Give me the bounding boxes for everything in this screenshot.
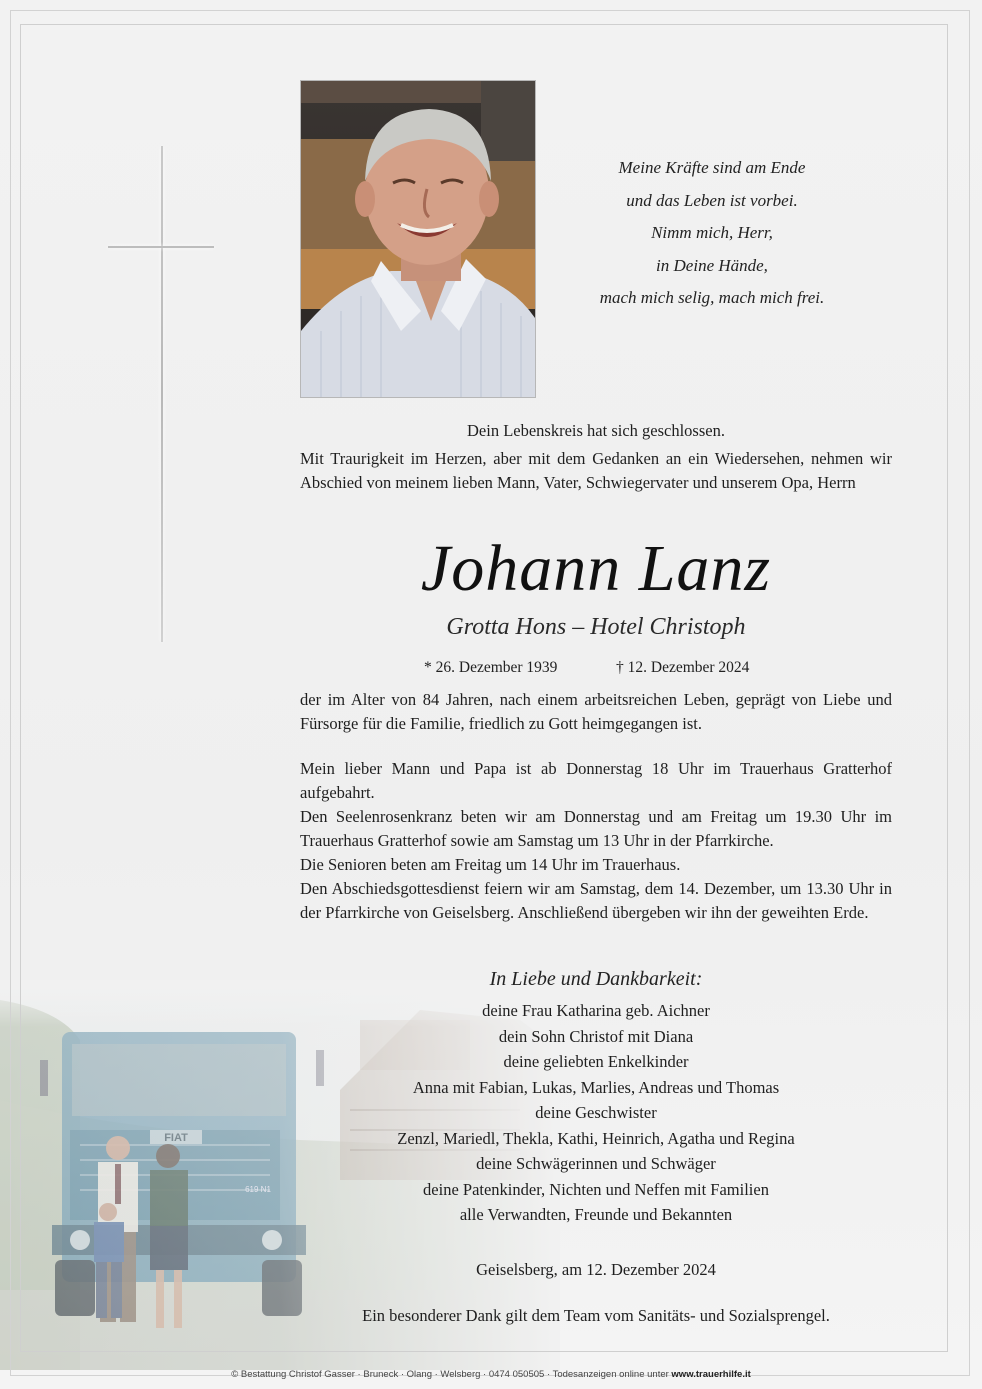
age-paragraph: der im Alter von 84 Jahren, nach einem arbeitsreichen Leben, geprägt von Liebe und Fürsorge für die Familie, friedlich zu Gott heimgegangen ist. — [300, 690, 892, 733]
mourners-heading: In Liebe und Dankbarkeit: — [489, 968, 703, 990]
portrait-image — [301, 81, 536, 398]
poem-line: Nimm mich, Herr, — [651, 223, 773, 242]
poem-line: in Deine Hände, — [656, 255, 768, 275]
poem — [560, 152, 864, 315]
rosary-paragraph: Den Seelenrosenkranz beten wir am Donnerstag und am Freitag um 19.30 Uhr im Trauerhaus Gratterhof sowie am Samstag um 13 Uhr in der Pfarrkirche. — [300, 807, 892, 850]
mourners-list — [300, 998, 892, 1228]
mourner-line: Anna mit Fabian, Lukas, Marlies, Andreas und Thomas — [412, 1077, 780, 1097]
seniors-paragraph: Die Senioren beten am Freitag um 14 Uhr im Trauerhaus. — [300, 855, 681, 874]
intro-paragraph: Mit Traurigkeit im Herzen, aber mit dem Gedanken an ein Wiedersehen, nehmen wir Abschied von meinem lieben Mann, Vater, Schwiegervater und unserem Opa, Herrn — [300, 449, 892, 492]
mourner-line: dein Sohn Christof mit Diana — [498, 1026, 694, 1046]
portrait-photo — [300, 80, 536, 398]
intro-line: Dein Lebenskreis hat sich geschlossen. — [467, 421, 725, 440]
place-date: Geiselsberg, am 12. Dezember 2024 — [476, 1260, 716, 1279]
death-date: † 12. Dezember 2024 — [616, 659, 750, 676]
mourner-line: deine Patenkinder, Nichten und Neffen mit Familien — [423, 1179, 769, 1199]
birth-date: * 26. Dezember 1939 — [424, 659, 558, 676]
poem-line: mach mich selig, mach mich frei. — [599, 288, 825, 307]
mourner-line: deine Schwägerinnen und Schwäger — [476, 1154, 716, 1173]
footer-website-link[interactable]: www.trauerhilfe.it — [671, 1369, 751, 1380]
mourner-line: Zenzl, Mariedl, Thekla, Kathi, Heinrich, Agatha und Regina — [397, 1128, 795, 1148]
mourner-line: deine geliebten Enkelkinder — [503, 1052, 689, 1071]
mourner-line: alle Verwandten, Freunde und Bekannten — [459, 1205, 733, 1224]
footer-text: © Bestattung Christof Gasser · Bruneck · Olang · Welsberg · 0474 050505 · Todesanzeigen online unter — [231, 1369, 672, 1380]
special-thanks: Ein besonderer Dank gilt dem Team vom Sanitäts- und Sozialsprengel. — [362, 1306, 830, 1325]
funeral-paragraph: Den Abschiedsgottesdienst feiern wir am Samstag, dem 14. Dezember, um 13.30 Uhr in der Pfarrkirche von Geiselsberg. Anschließend übergeben wir ihn der geweihten Erde. — [300, 879, 892, 922]
deceased-name: Johann Lanz — [420, 532, 772, 605]
deceased-subtitle: Grotta Hons – Hotel Christoph — [446, 614, 746, 640]
wake-paragraph: Mein lieber Mann und Papa ist ab Donnerstag 18 Uhr im Trauerhaus Gratterhof aufgebahrt. — [300, 759, 892, 802]
cross-icon-horizontal — [108, 246, 214, 248]
poem-line: und das Leben ist vorbei. — [626, 190, 798, 210]
poem-line: Meine Kräfte sind am Ende — [618, 158, 806, 177]
cross-icon-vertical — [161, 146, 163, 642]
mourner-line: deine Frau Katharina geb. Aichner — [482, 1001, 710, 1020]
footer — [0, 1369, 982, 1381]
mourner-line: deine Geschwister — [535, 1103, 657, 1122]
